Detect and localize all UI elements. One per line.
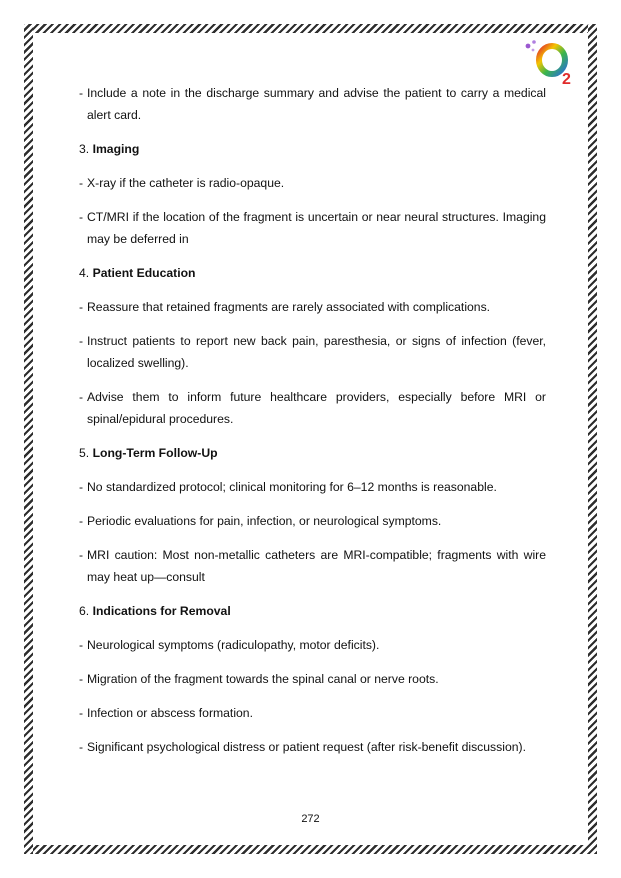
bullet-dash: -	[79, 176, 84, 190]
bullet-text: Neurological symptoms (radiculopathy, motor deficits).	[87, 638, 380, 652]
bullet-text: X-ray if the catheter is radio-opaque.	[87, 176, 285, 190]
border-left	[24, 24, 33, 854]
bullet-dash: -	[79, 480, 84, 494]
bullet-item	[79, 702, 546, 724]
bullet-item	[79, 82, 546, 126]
bullet-dash: -	[79, 706, 84, 720]
bullet-text: MRI caution: Most non-metallic catheters are MRI-compatible; fragments with wire may heat up—consult	[87, 548, 546, 584]
section-number: 6.	[79, 604, 90, 618]
bullet-text: Significant psychological distress or patient request (after risk-benefit discussion).	[87, 740, 526, 754]
bullet-text: Advise them to inform future healthcare providers, especially before MRI or spinal/epidural procedures.	[87, 390, 546, 426]
border-right	[588, 24, 597, 854]
bullet-dash: -	[79, 300, 84, 314]
bullet-item	[79, 172, 546, 194]
border-bottom	[24, 845, 597, 854]
bullet-item	[79, 206, 546, 250]
bullet-text: Periodic evaluations for pain, infection, or neurological symptoms.	[87, 514, 442, 528]
section-title: Patient Education	[92, 266, 196, 280]
bullet-text: Reassure that retained fragments are rarely associated with complications.	[87, 300, 491, 314]
bullet-dash: -	[79, 390, 84, 404]
bullet-item	[79, 736, 546, 758]
bullet-item	[79, 330, 546, 374]
bullet-item	[79, 544, 546, 588]
bullet-item	[79, 668, 546, 690]
section-title: Indications for Removal	[92, 604, 231, 618]
border-top	[24, 24, 597, 33]
bullet-item	[79, 634, 546, 656]
bullet-dash: -	[79, 86, 84, 100]
bullet-text: Migration of the fragment towards the spinal canal or nerve roots.	[87, 672, 439, 686]
section-title: Imaging	[92, 142, 140, 156]
section-number: 5.	[79, 446, 90, 460]
section-heading	[79, 262, 546, 284]
bullet-dash: -	[79, 740, 84, 754]
document-body	[79, 82, 546, 770]
section-heading	[79, 600, 546, 622]
bullet-dash: -	[79, 548, 84, 562]
bullet-text: Include a note in the discharge summary and advise the patient to carry a medical alert card.	[87, 86, 546, 122]
bullet-dash: -	[79, 210, 84, 224]
svg-text:2: 2	[562, 71, 571, 88]
bullet-dash: -	[79, 638, 84, 652]
bullet-dash: -	[79, 514, 84, 528]
bullet-dash: -	[79, 334, 84, 348]
section-number: 4.	[79, 266, 90, 280]
section-number: 3.	[79, 142, 90, 156]
bullet-text: Instruct patients to report new back pain, paresthesia, or signs of infection (fever, localized swelling).	[87, 334, 546, 370]
bullet-item	[79, 296, 546, 318]
bullet-text: CT/MRI if the location of the fragment is uncertain or near neural structures. Imaging may be deferred in	[87, 210, 546, 246]
section-title: Long-Term Follow-Up	[92, 446, 218, 460]
bullet-item	[79, 476, 546, 498]
page-number: 272	[301, 813, 320, 825]
section-heading	[79, 138, 546, 160]
o2-logo-icon	[524, 38, 578, 88]
bullet-item	[79, 386, 546, 430]
bullet-item	[79, 510, 546, 532]
bullet-text: No standardized protocol; clinical monitoring for 6–12 months is reasonable.	[87, 480, 497, 494]
bullet-dash: -	[79, 672, 84, 686]
section-heading	[79, 442, 546, 464]
bullet-text: Infection or abscess formation.	[87, 706, 253, 720]
